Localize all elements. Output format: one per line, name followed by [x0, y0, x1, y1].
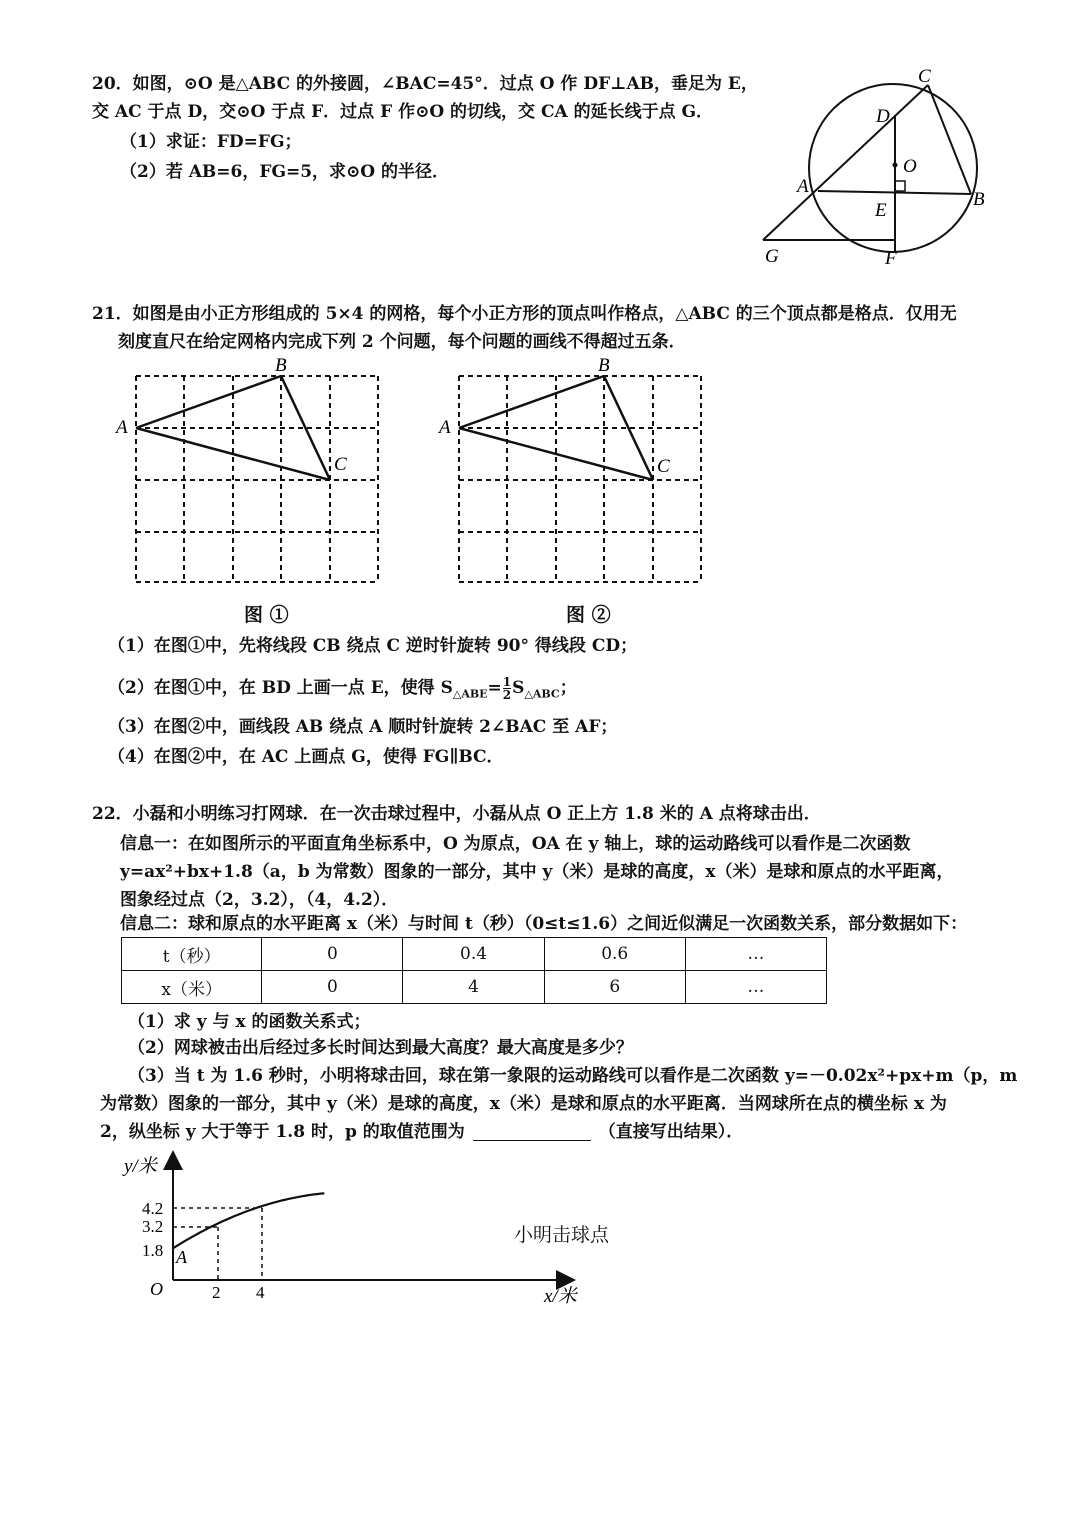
q21-fig1-label-c: C — [334, 454, 347, 475]
q22-sub1: （1）求 y 与 x 的函数关系式； — [128, 1012, 371, 1032]
table-cell: 0 — [262, 971, 403, 1004]
table-cell: t（秒） — [122, 938, 262, 971]
q20-sub1: （1）求证：FD=FG； — [120, 132, 302, 152]
q21-fig2-label-c: C — [657, 456, 670, 477]
q21-line1: 21．如图是由小正方形组成的 5×4 的网格，每个小正方形的顶点叫作格点，△ABC 的三个顶点都是格点．仅用无 — [92, 304, 957, 324]
xtick-label: 4 — [256, 1283, 265, 1302]
q22-sub3-line1: （3）当 t 为 1.6 秒时，小明将球击回，球在第一象限的运动路线可以看作是二次函数 y=－0.02x²+px+m（p，m — [128, 1066, 1018, 1086]
xtick-label: 2 — [212, 1283, 221, 1302]
table-cell: 6 — [544, 971, 685, 1004]
q20-label-b: B — [973, 189, 985, 210]
q21-sub1: （1）在图①中，先将线段 CB 绕点 C 逆时针旋转 90° 得线段 CD； — [108, 636, 638, 656]
q22-info2-line1: 信息二：球和原点的水平距离 x（米）与时间 t（秒）（0≤t≤1.6）之间近似满足一次函数关系，部分数据如下： — [120, 914, 968, 934]
q21-line2: 刻度直尺在给定网格内完成下列 2 个问题，每个问题的画线不得超过五条． — [118, 332, 686, 352]
ytick-label: 4.2 — [142, 1199, 164, 1218]
q20-label-o: O — [903, 156, 917, 177]
q22-sub2: （2）网球被击出后经过多长时间达到最大高度？最大高度是多少？ — [128, 1038, 633, 1058]
q21-fig2-label-b: B — [598, 355, 610, 376]
q20-label-a: A — [797, 176, 809, 197]
q21-sub4: （4）在图②中，在 AC 上画点 G，使得 FG∥BC． — [108, 747, 504, 767]
q22-line1: 22．小磊和小明练习打网球．在一次击球过程中，小磊从点 O 正上方 1.8 米的 A 点将球击出． — [92, 804, 821, 824]
table-cell: 0 — [262, 938, 403, 971]
q21-fig2-label-a: A — [439, 417, 451, 438]
table-cell: … — [685, 938, 826, 971]
q22-info1-line1: 信息一：在如图所示的平面直角坐标系中，O 为原点，OA 在 y 轴上，球的运动路线可以看作是二次函数 — [120, 834, 911, 854]
table-cell: 4 — [403, 971, 544, 1004]
q22-info1-line2: y=ax²+bx+1.8（a，b 为常数）图象的一部分，其中 y（米）是球的高度，x（米）是球和原点的水平距离， — [120, 862, 954, 882]
q20-label-g: G — [765, 246, 779, 267]
q20-label-c: C — [918, 66, 931, 87]
q20-sub2: （2）若 AB=6，FG=5，求⊙O 的半径． — [120, 162, 450, 182]
q22-sub3-line2: 为常数）图象的一部分，其中 y（米）是球的高度，x（米）是球和原点的水平距离．当网球所在点的横坐标 x 为 — [100, 1094, 947, 1114]
ytick-label: 3.2 — [142, 1217, 164, 1236]
q20-line2: 交 AC 于点 D，交⊙O 于点 F．过点 F 作⊙O 的切线，交 CA 的延长线于点 G． — [92, 102, 714, 122]
q20-label-d: D — [876, 106, 890, 127]
q20-label-f: F — [885, 248, 897, 269]
q22-sub3-line3: 2，纵坐标 y 大于等于 1.8 时，p 的取值范围为 （直接写出结果）． — [100, 1122, 744, 1142]
trajectory-curve — [173, 1193, 324, 1248]
q20-label-e: E — [875, 200, 887, 221]
table-cell: 0.4 — [403, 938, 544, 971]
q22-info1-line3: 图象经过点（2，3.2），（4，4.2）． — [120, 890, 399, 910]
graph-origin: O — [150, 1279, 163, 1299]
table-cell: 0.6 — [544, 938, 685, 971]
q21-fig1-label-a: A — [116, 417, 128, 438]
graph-xlabel: x/米 — [544, 1286, 577, 1307]
ytick-label: 1.8 — [142, 1241, 164, 1260]
q21-fig1-caption: 图 ① — [244, 604, 289, 626]
q21-fig1-label-b: B — [275, 355, 287, 376]
table-cell: x（米） — [122, 971, 262, 1004]
q21-sub2: （2）在图①中，在 BD 上画一点 E，使得 $S_{\triangle ABE}=$ $\frac{1}{2}$ $S_{\triangle ABC}$； — [108, 675, 577, 702]
graph-point-a: A — [176, 1247, 187, 1267]
graph-annotation: 小明击球点 — [514, 1224, 610, 1246]
q21-sub3: （3）在图②中，画线段 AB 绕点 A 顺时针旋转 2∠BAC 至 AF； — [108, 717, 618, 737]
graph-ylabel: y/米 — [124, 1156, 157, 1177]
q20-line1: 20．如图，⊙O 是△ABC 的外接圆，∠BAC=45°．过点 O 作 DF⊥AB，垂足为 E， — [92, 74, 758, 94]
q21-fig2-caption: 图 ② — [566, 604, 611, 626]
table-cell: … — [685, 971, 826, 1004]
